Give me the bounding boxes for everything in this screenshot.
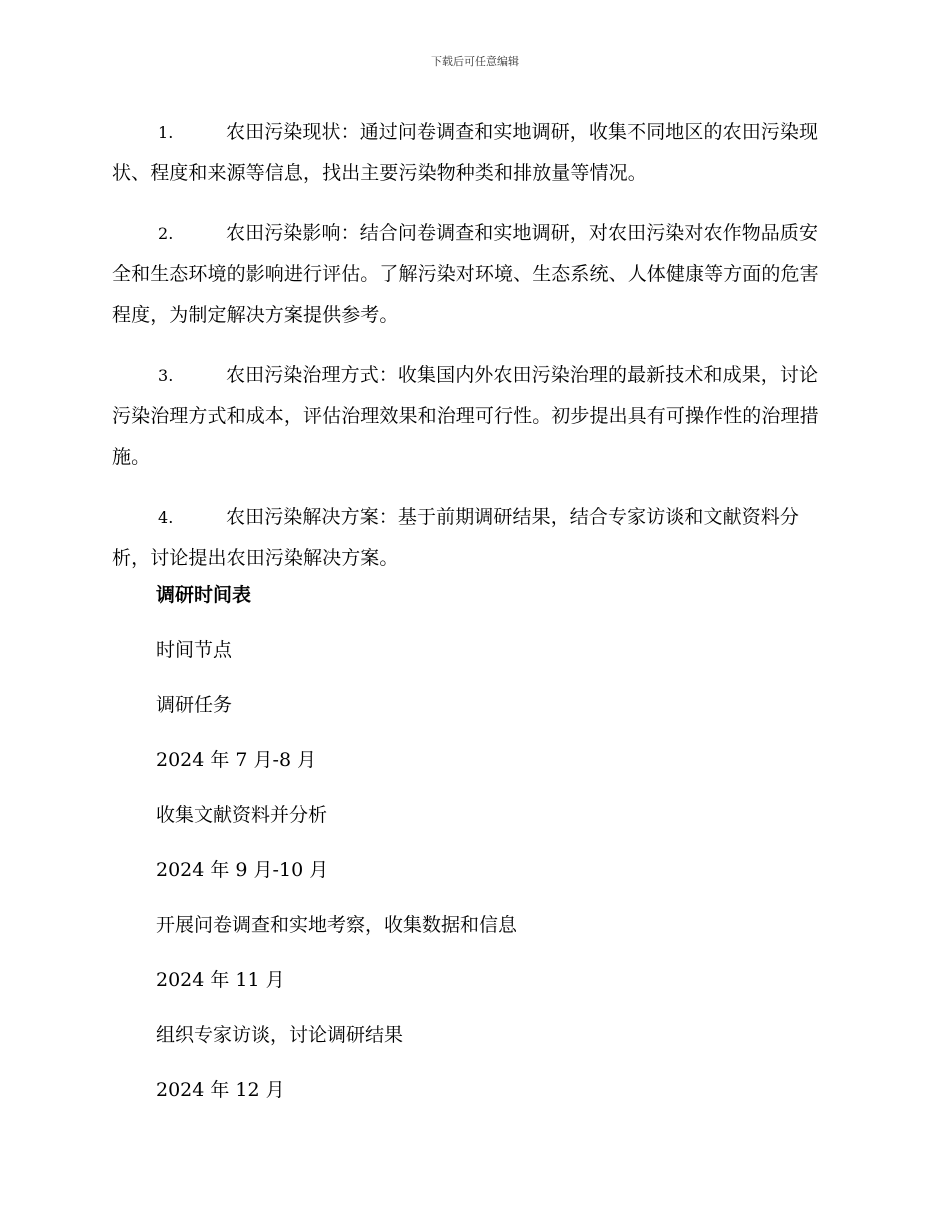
research-content-list <box>112 112 834 593</box>
item-text: 农田污染影响：结合问卷调查和实地调研，对农田污染对农作物品质安全和生态环境的影响进行评估。了解污染对环境、生态系统、人体健康等方面的危害程度，为制定解决方案提供参考。 <box>112 222 819 326</box>
item-number: 2. <box>158 224 174 243</box>
item-text: 农田污染解决方案：基于前期调研结果，结合专家访谈和文献资料分析，讨论提出农田污染解决方案。 <box>112 506 800 569</box>
schedule-line: 2024 年 9 月-10 月 <box>156 859 329 881</box>
schedule-section <box>156 580 836 1130</box>
schedule-line: 调研任务 <box>156 694 233 716</box>
item-number: 1. <box>158 123 174 142</box>
list-item <box>112 213 834 336</box>
item-number: 4. <box>158 508 174 527</box>
item-text: 农田污染治理方式：收集国内外农田污染治理的最新技术和成果，讨论污染治理方式和成本，评估治理效果和治理可行性。初步提出具有可操作性的治理措施。 <box>112 364 819 468</box>
schedule-line: 2024 年 11 月 <box>156 969 285 991</box>
schedule-line: 2024 年 12 月 <box>156 1079 285 1101</box>
list-item <box>112 497 834 579</box>
schedule-line: 开展问卷调查和实地考察，收集数据和信息 <box>156 914 518 936</box>
item-text: 农田污染现状：通过问卷调查和实地调研，收集不同地区的农田污染现状、程度和来源等信息，找出主要污染物种类和排放量等情况。 <box>112 121 819 184</box>
list-item <box>112 355 834 478</box>
page-header: 下载后可任意编辑 <box>431 55 519 68</box>
schedule-line: 收集文献资料并分析 <box>156 804 328 826</box>
schedule-line: 2024 年 7 月-8 月 <box>156 749 317 771</box>
schedule-line: 组织专家访谈，讨论调研结果 <box>156 1024 404 1046</box>
list-item <box>112 112 834 194</box>
schedule-line: 时间节点 <box>156 639 233 661</box>
item-number: 3. <box>158 366 174 385</box>
schedule-heading: 调研时间表 <box>156 584 252 606</box>
